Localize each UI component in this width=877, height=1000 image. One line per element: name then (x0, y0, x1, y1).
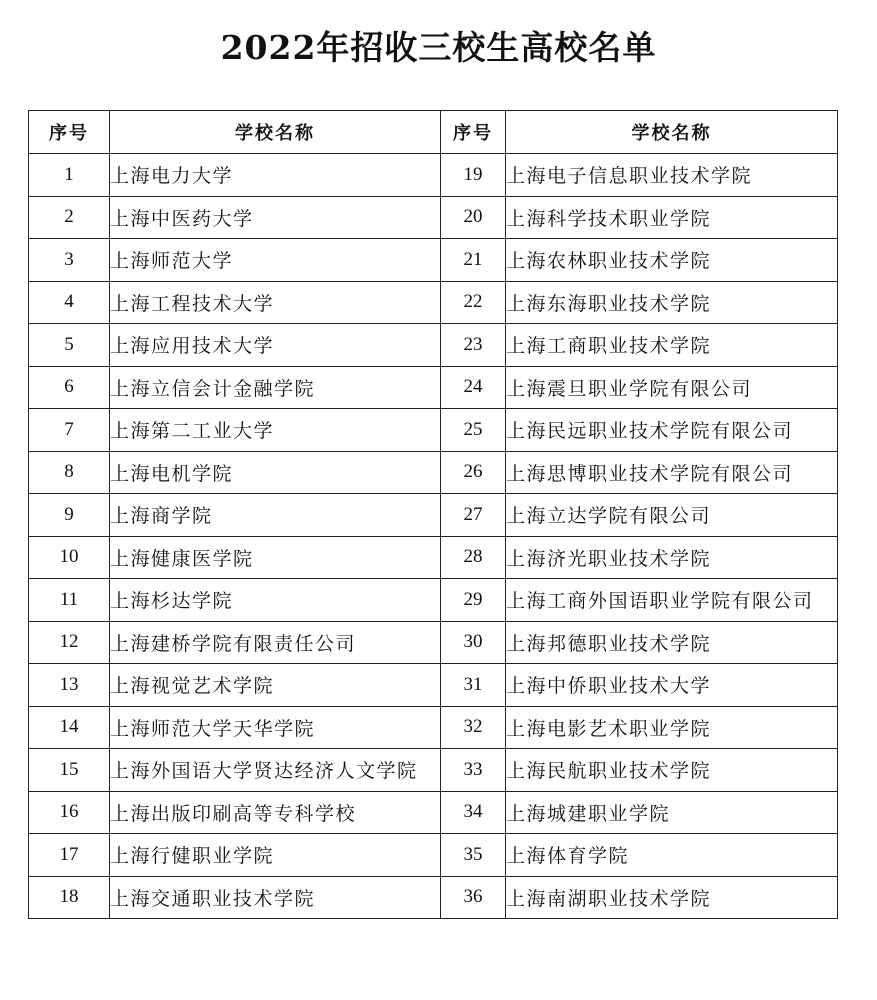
table-row (29, 664, 838, 707)
row-number: 3 (29, 239, 110, 282)
table-row (29, 154, 838, 197)
school-name: 上海科学技术职业学院 (506, 196, 838, 239)
school-name: 上海城建职业学院 (506, 791, 838, 834)
table-row (29, 706, 838, 749)
table-header-row (29, 111, 838, 154)
school-name: 上海外国语大学贤达经济人文学院 (110, 749, 441, 792)
school-name: 上海电子信息职业技术学院 (506, 154, 838, 197)
row-number: 17 (29, 834, 110, 877)
row-number: 7 (29, 409, 110, 452)
row-number: 29 (441, 579, 506, 622)
school-name: 上海震旦职业学院有限公司 (506, 366, 838, 409)
row-number: 6 (29, 366, 110, 409)
row-number: 33 (441, 749, 506, 792)
row-number: 19 (441, 154, 506, 197)
school-name: 上海出版印刷高等专科学校 (110, 791, 441, 834)
table-row (29, 324, 838, 367)
table-row (29, 876, 838, 919)
school-name: 上海电力大学 (110, 154, 441, 197)
school-list-table (28, 110, 838, 919)
row-number: 26 (441, 451, 506, 494)
row-number: 30 (441, 621, 506, 664)
school-name: 上海商学院 (110, 494, 441, 537)
school-name: 上海中医药大学 (110, 196, 441, 239)
row-number: 28 (441, 536, 506, 579)
row-number: 27 (441, 494, 506, 537)
school-name: 上海工商外国语职业学院有限公司 (506, 579, 838, 622)
school-name: 上海视觉艺术学院 (110, 664, 441, 707)
row-number: 18 (29, 876, 110, 919)
row-number: 5 (29, 324, 110, 367)
table-row (29, 536, 838, 579)
table-row (29, 494, 838, 537)
row-number: 31 (441, 664, 506, 707)
row-number: 4 (29, 281, 110, 324)
row-number: 14 (29, 706, 110, 749)
school-name: 上海应用技术大学 (110, 324, 441, 367)
school-name: 上海第二工业大学 (110, 409, 441, 452)
school-name: 上海民远职业技术学院有限公司 (506, 409, 838, 452)
row-number: 10 (29, 536, 110, 579)
school-name: 上海交通职业技术学院 (110, 876, 441, 919)
row-number: 25 (441, 409, 506, 452)
header-name-right: 学校名称 (506, 111, 838, 154)
school-name: 上海工程技术大学 (110, 281, 441, 324)
row-number: 22 (441, 281, 506, 324)
school-name: 上海思博职业技术学院有限公司 (506, 451, 838, 494)
school-name: 上海杉达学院 (110, 579, 441, 622)
page-title: 2022年招收三校生高校名单 (220, 28, 657, 67)
school-name: 上海中侨职业技术大学 (506, 664, 838, 707)
row-number: 35 (441, 834, 506, 877)
school-name: 上海健康医学院 (110, 536, 441, 579)
school-name: 上海邦德职业技术学院 (506, 621, 838, 664)
table-row (29, 409, 838, 452)
table-row (29, 451, 838, 494)
row-number: 23 (441, 324, 506, 367)
row-number: 36 (441, 876, 506, 919)
school-name: 上海立信会计金融学院 (110, 366, 441, 409)
school-name: 上海济光职业技术学院 (506, 536, 838, 579)
school-name: 上海工商职业技术学院 (506, 324, 838, 367)
table-row (29, 834, 838, 877)
school-name: 上海电机学院 (110, 451, 441, 494)
row-number: 21 (441, 239, 506, 282)
row-number: 20 (441, 196, 506, 239)
table-row (29, 791, 838, 834)
school-name: 上海立达学院有限公司 (506, 494, 838, 537)
school-name: 上海师范大学 (110, 239, 441, 282)
school-name: 上海行健职业学院 (110, 834, 441, 877)
school-name: 上海师范大学天华学院 (110, 706, 441, 749)
table-row (29, 621, 838, 664)
header-no-left: 序号 (29, 111, 110, 154)
school-name: 上海南湖职业技术学院 (506, 876, 838, 919)
header-name-left: 学校名称 (110, 111, 441, 154)
row-number: 16 (29, 791, 110, 834)
school-name: 上海东海职业技术学院 (506, 281, 838, 324)
table-row (29, 281, 838, 324)
row-number: 8 (29, 451, 110, 494)
table-row (29, 366, 838, 409)
row-number: 13 (29, 664, 110, 707)
row-number: 2 (29, 196, 110, 239)
row-number: 34 (441, 791, 506, 834)
school-name: 上海体育学院 (506, 834, 838, 877)
row-number: 9 (29, 494, 110, 537)
row-number: 12 (29, 621, 110, 664)
row-number: 1 (29, 154, 110, 197)
school-name: 上海农林职业技术学院 (506, 239, 838, 282)
row-number: 32 (441, 706, 506, 749)
school-name: 上海建桥学院有限责任公司 (110, 621, 441, 664)
table-row (29, 196, 838, 239)
table-row (29, 579, 838, 622)
school-name: 上海民航职业技术学院 (506, 749, 838, 792)
school-name: 上海电影艺术职业学院 (506, 706, 838, 749)
row-number: 15 (29, 749, 110, 792)
row-number: 11 (29, 579, 110, 622)
table-row (29, 239, 838, 282)
table-row (29, 749, 838, 792)
header-no-right: 序号 (441, 111, 506, 154)
row-number: 24 (441, 366, 506, 409)
